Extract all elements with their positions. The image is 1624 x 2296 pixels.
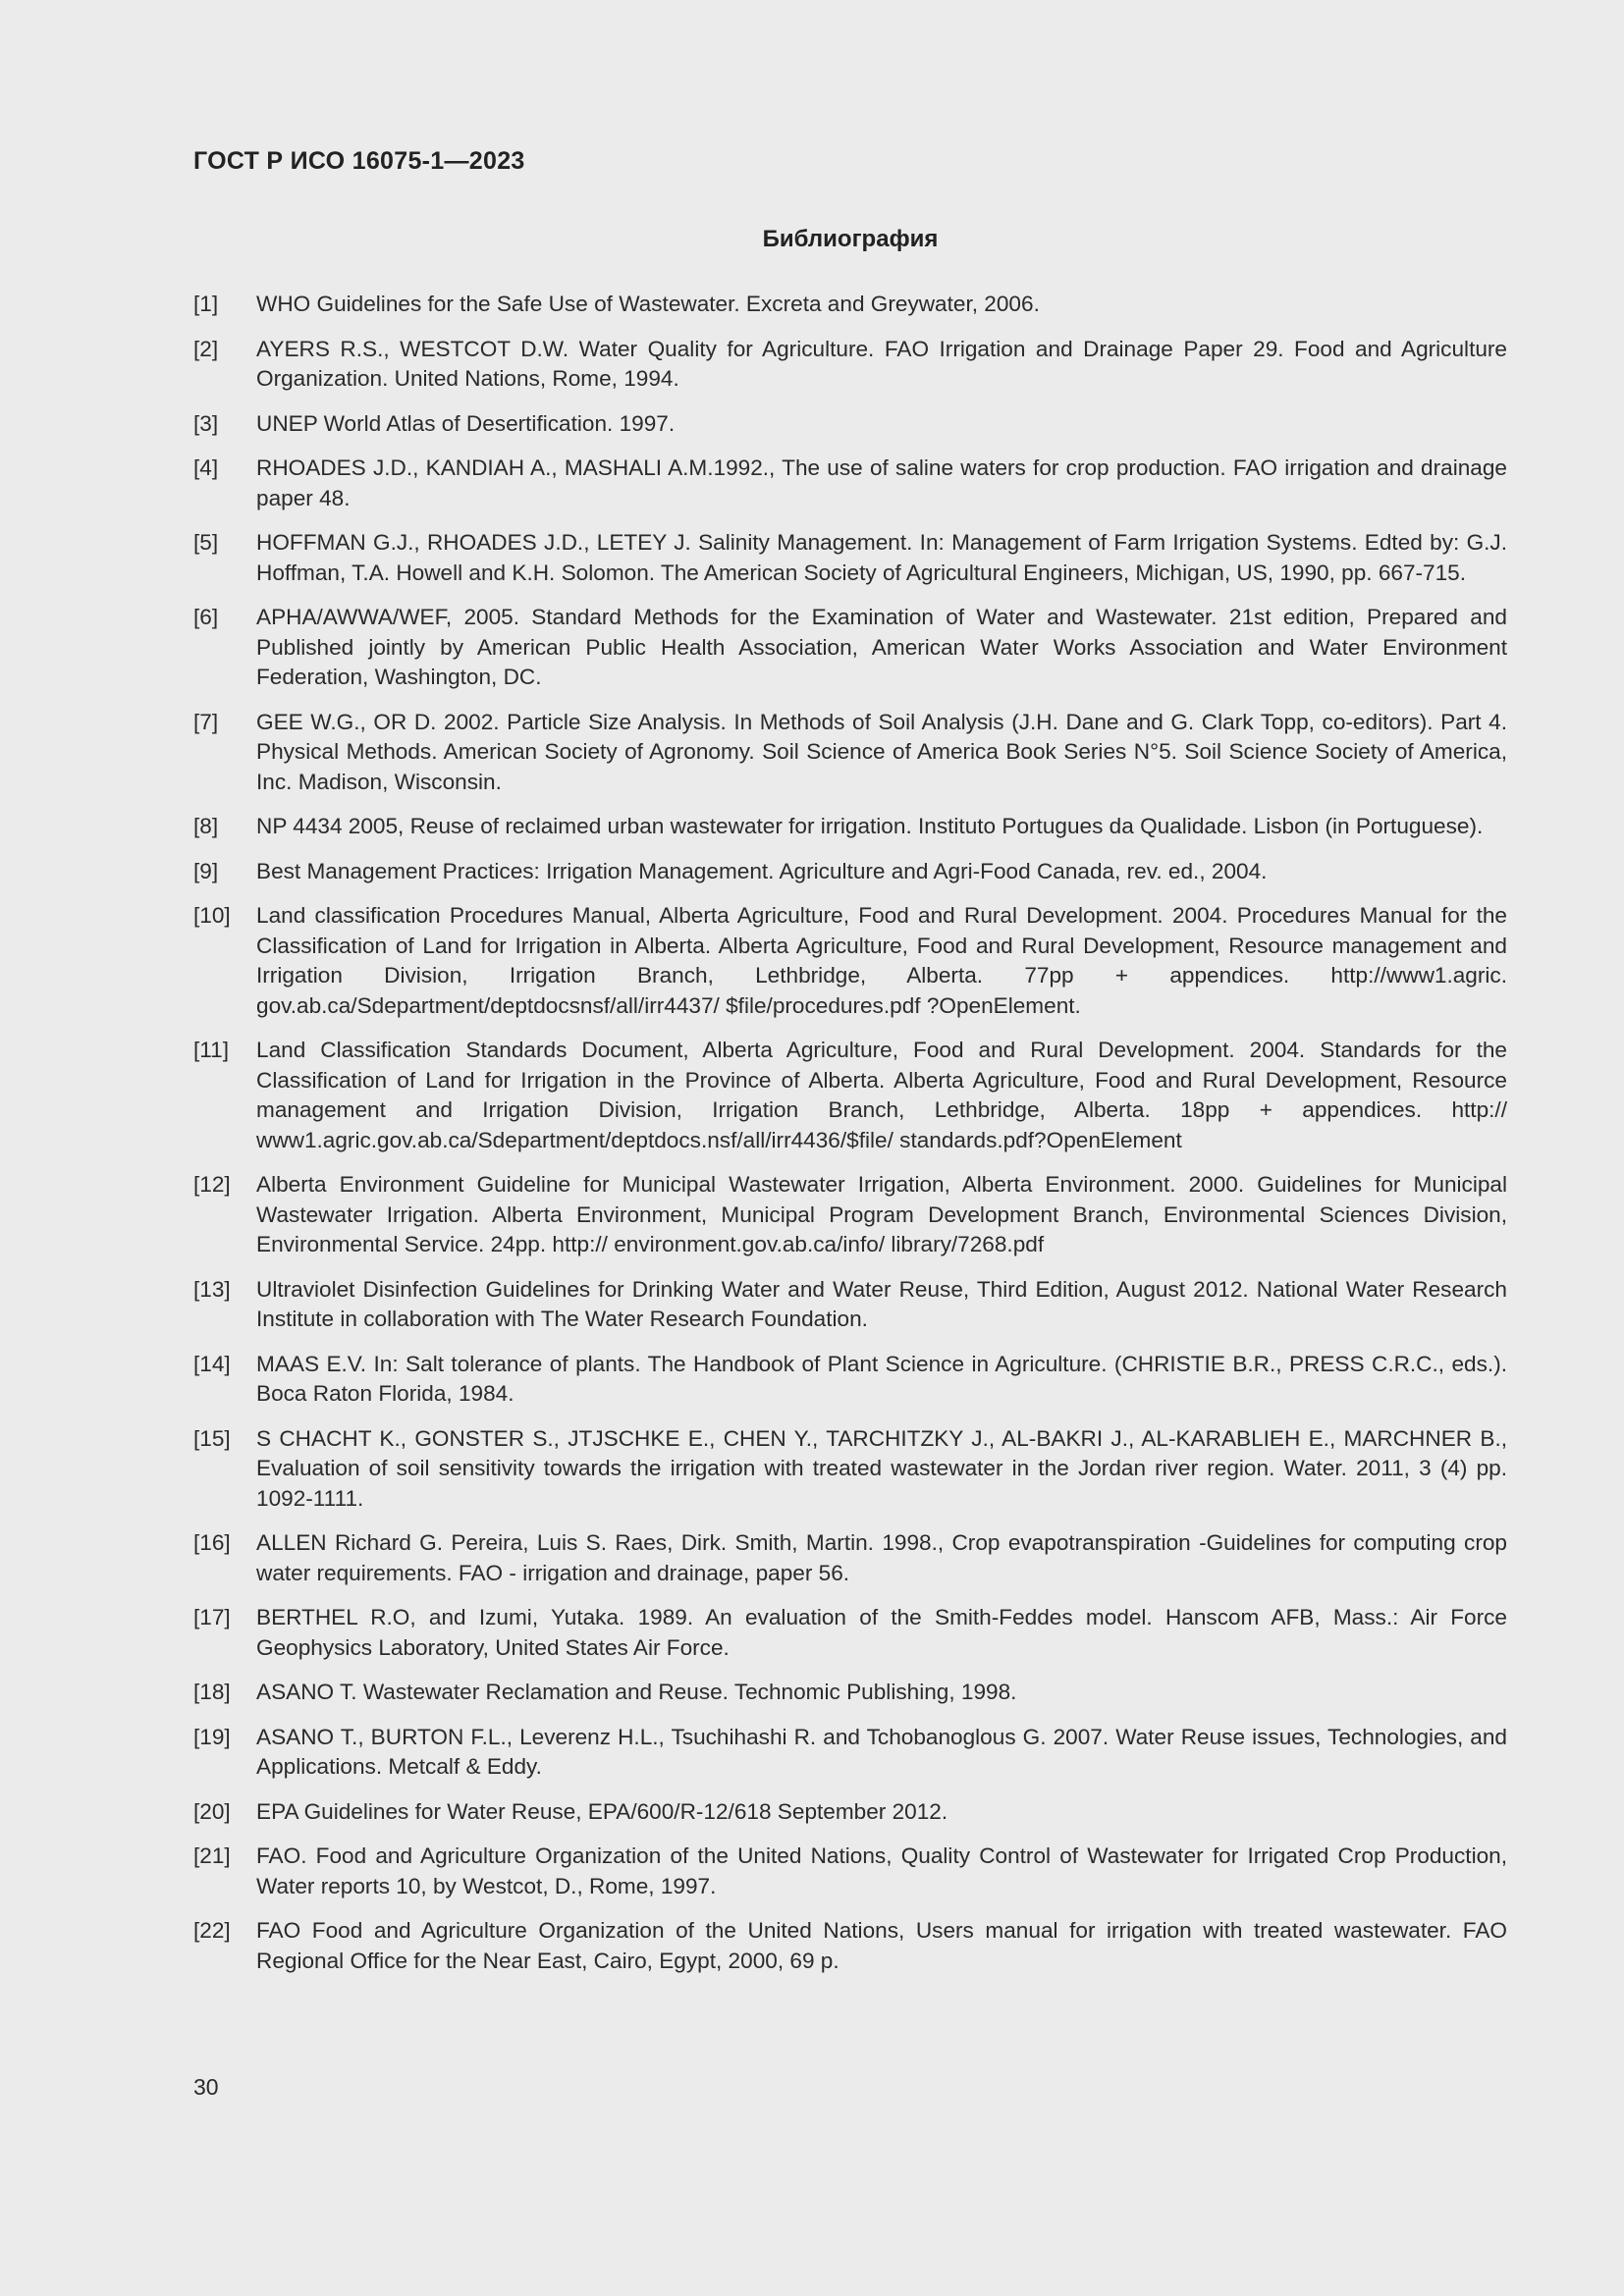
reference-item (193, 1797, 1507, 1828)
reference-item (193, 454, 1507, 513)
reference-number: [18] (193, 1680, 231, 1704)
reference-text: APHA/AWWA/WEF, 2005. Standard Methods for the Examination of Water and Wastewater. 21st edition, Prepared and Published jointly by American Public Health Association, American Water Works Association and Water Environment Federation, Washington, DC. (256, 605, 1507, 689)
reference-text: Ultraviolet Disinfection Guidelines for Drinking Water and Water Reuse, Third Edition, August 2012. National Water Research Institute in collaboration with The Water Research Foundation. (256, 1276, 1507, 1331)
reference-number: [15] (193, 1425, 231, 1451)
reference-item (193, 1842, 1507, 1901)
reference-text: BERTHEL R.O, and Izumi, Yutaka. 1989. An evaluation of the Smith-Feddes model. Hanscom AFB, Mass.: Air Force Geophysics Laboratory, United States Air Force. (256, 1605, 1507, 1660)
reference-item (193, 528, 1507, 588)
reference-text: RHOADES J.D., KANDIAH A., MASHALI A.M.1992., The use of saline waters for crop production. FAO irrigation and drainage paper 48. (256, 455, 1507, 510)
document-code: ГОСТ Р ИСО 16075-1—2023 (193, 147, 525, 175)
page-number: 30 (193, 2074, 219, 2100)
reference-text: ASANO T., BURTON F.L., Leverenz H.L., Tsuchihashi R. and Tchobanoglous G. 2007. Water Reuse issues, Technologies, and Applications. Metcalf & Eddy. (256, 1724, 1507, 1779)
reference-text: AYERS R.S., WESTCOT D.W. Water Quality for Agriculture. FAO Irrigation and Drainage Paper 29. Food and Agriculture Organization. United Nations, Rome, 1994. (256, 336, 1507, 391)
reference-text: GEE W.G., OR D. 2002. Particle Size Analysis. In Methods of Soil Analysis (J.H. Dane and G. Clark Topp, co-editors). Part 4. Physical Methods. American Society of Agronomy. Soil Science of America Book Series N°5. Soil Science Society of America, Inc. Madison, Wisconsin. (256, 709, 1507, 794)
reference-number: [8] (193, 814, 219, 838)
reference-text: Land classification Procedures Manual, Alberta Agriculture, Food and Rural Development. 2004. Procedures Manual for the Classification of Land for Irrigation in Alberta. Alberta Agriculture, Food and Rural Development, Resource management and Irrigation Division, Irrigation Branch, Lethbridge, Alberta. 77pp + appendices. http://www1.agric. gov.ab.ca/Sdepartment/deptdocsnsf/all/irr4437/ $file/procedures.pdf ?OpenElement. (256, 903, 1507, 1018)
reference-number: [7] (193, 709, 219, 734)
reference-item (193, 1528, 1507, 1588)
reference-number: [13] (193, 1276, 231, 1302)
reference-number: [9] (193, 858, 219, 883)
section-title: Библиография (762, 226, 939, 252)
reference-item (193, 1424, 1507, 1515)
bibliography-list (193, 290, 1507, 1991)
reference-item (193, 603, 1507, 693)
reference-text: MAAS E.V. In: Salt tolerance of plants. The Handbook of Plant Science in Agriculture. (CHRISTIE B.R., PRESS C.R.C., eds.). Boca Raton Florida, 1984. (256, 1351, 1507, 1406)
reference-number: [2] (193, 336, 219, 361)
reference-text: HOFFMAN G.J., RHOADES J.D., LETEY J. Salinity Management. In: Management of Farm Irrigation Systems. Edted by: G.J. Hoffman, T.A. Howell and K.H. Solomon. The American Society of Agricultural Engineers, Michigan, US, 1990, pp. 667-715. (256, 530, 1507, 585)
reference-text: S CHACHT K., GONSTER S., JTJSCHKE E., CHEN Y., TARCHITZKY J., AL-BAKRI J., AL-KARABLIEH E., MARCHNER B., Evaluation of soil sensitivity towards the irrigation with treated wastewater in the Jordan river region. Water. 2011, 3 (4) pp. 1092-1111. (256, 1425, 1507, 1511)
reference-number: [4] (193, 455, 219, 480)
reference-text: EPA Guidelines for Water Reuse, EPA/600/R-12/618 September 2012. (256, 1798, 948, 1824)
reference-number: [19] (193, 1724, 231, 1749)
reference-item (193, 857, 1507, 887)
reference-number: [21] (193, 1843, 231, 1868)
reference-item (193, 1916, 1507, 1976)
reference-number: [1] (193, 292, 219, 316)
reference-item (193, 335, 1507, 395)
reference-number: [10] (193, 903, 231, 928)
reference-item (193, 1036, 1507, 1155)
reference-text: FAO. Food and Agriculture Organization of the United Nations, Quality Control of Wastewater for Irrigated Crop Production, Water reports 10, by Westcot, D., Rome, 1997. (256, 1843, 1507, 1898)
reference-item (193, 1170, 1507, 1260)
reference-number: [3] (193, 410, 219, 436)
reference-item (193, 1275, 1507, 1335)
reference-text: Best Management Practices: Irrigation Management. Agriculture and Agri-Food Canada, rev. ed., 2004. (256, 858, 1268, 883)
reference-item (193, 708, 1507, 798)
reference-number: [5] (193, 530, 219, 555)
reference-text: Land Classification Standards Document, Alberta Agriculture, Food and Rural Development. 2004. Standards for the Classification of Land for Irrigation in the Province of Alberta. Alberta Agriculture, Food and Rural Development, Resource management and Irrigation Division, Irrigation Branch, Lethbridge, Alberta. 18pp + appendices. http:// www1.agric.gov.ab.ca/Sdepartment/deptdocs.nsf/all/irr4436/$file/ standards.pdf?OpenElement (256, 1038, 1507, 1152)
reference-number: [16] (193, 1530, 231, 1555)
reference-item (193, 1723, 1507, 1783)
reference-text: UNEP World Atlas of Desertification. 1997. (256, 410, 676, 436)
reference-item (193, 1678, 1507, 1708)
reference-text: FAO Food and Agriculture Organization of the United Nations, Users manual for irrigation with treated wastewater. FAO Regional Office for the Near East, Cairo, Egypt, 2000, 69 p. (256, 1918, 1507, 1973)
reference-item (193, 1350, 1507, 1410)
reference-number: [14] (193, 1351, 231, 1376)
reference-text: NP 4434 2005, Reuse of reclaimed urban wastewater for irrigation. Instituto Portugues da Qualidade. Lisbon (in Portuguese). (256, 814, 1484, 838)
reference-item (193, 812, 1507, 842)
reference-text: ASANO T. Wastewater Reclamation and Reuse. Technomic Publishing, 1998. (256, 1680, 1017, 1704)
reference-number: [11] (193, 1038, 230, 1062)
reference-number: [6] (193, 605, 219, 629)
reference-text: ALLEN Richard G. Pereira, Luis S. Raes, Dirk. Smith, Martin. 1998., Crop evapotranspiration -Guidelines for computing crop water requirements. FAO - irrigation and drainage, paper 56. (256, 1530, 1507, 1585)
reference-text: WHO Guidelines for the Safe Use of Wastewater. Excreta and Greywater, 2006. (256, 292, 1040, 316)
document-page (193, 0, 1507, 2296)
reference-number: [20] (193, 1798, 231, 1824)
reference-item (193, 290, 1507, 320)
reference-number: [22] (193, 1918, 231, 1943)
reference-number: [17] (193, 1605, 231, 1629)
reference-number: [12] (193, 1172, 231, 1197)
reference-text: Alberta Environment Guideline for Municipal Wastewater Irrigation, Alberta Environment. 2000. Guidelines for Municipal Wastewater Irrigation. Alberta Environment, Municipal Program Development Branch, Environmental Sciences Division, Environmental Service. 24pp. http:// environment.gov.ab.ca/info/ library/7268.pdf (256, 1172, 1507, 1256)
reference-item (193, 901, 1507, 1021)
reference-item (193, 409, 1507, 440)
reference-item (193, 1603, 1507, 1663)
